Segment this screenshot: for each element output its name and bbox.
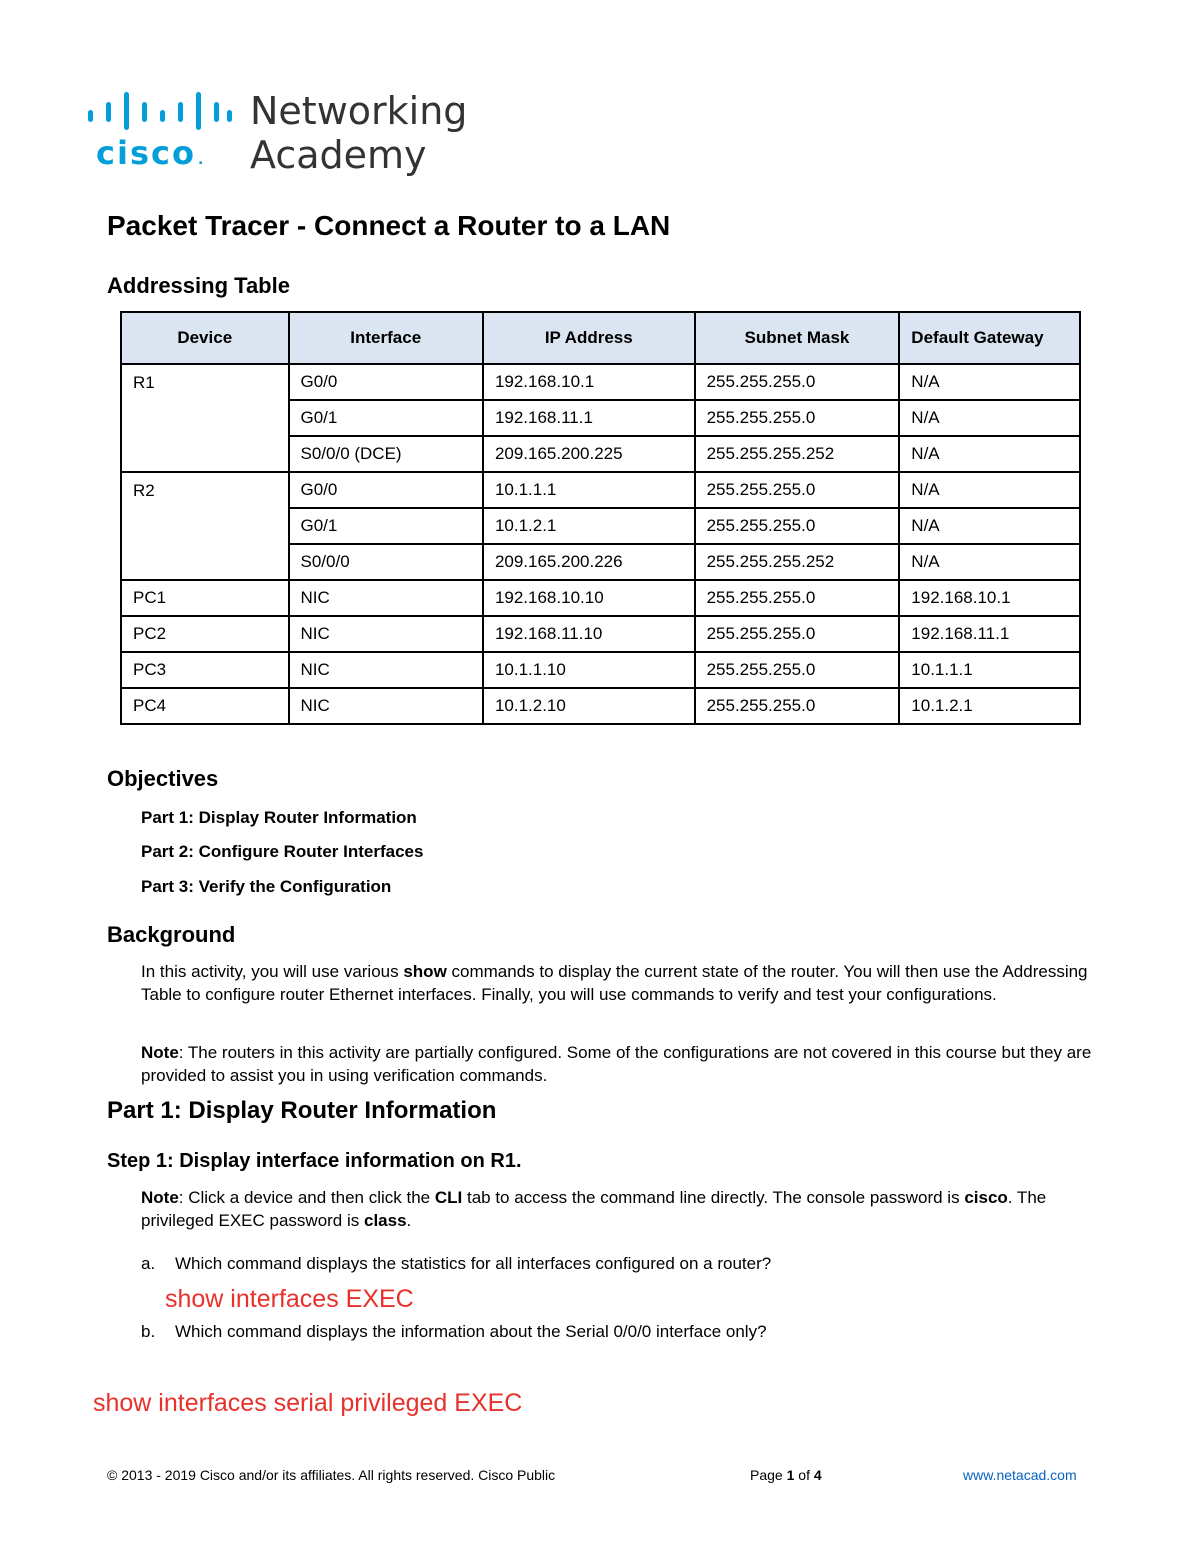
table-row: [121, 616, 1080, 652]
objective-item: Part 3: Verify the Configuration: [141, 877, 392, 896]
interface-cell: NIC: [289, 616, 483, 652]
table-row: [121, 364, 1080, 400]
ip-cell: 192.168.11.1: [483, 400, 695, 436]
cisco-networking-academy-logo: [82, 88, 482, 183]
gateway-cell: N/A: [899, 364, 1080, 400]
ip-cell: 192.168.10.10: [483, 580, 695, 616]
device-cell: PC4: [121, 688, 289, 724]
step1-heading: Step 1: Display interface information on R1.: [107, 1150, 522, 1172]
part1-heading: Part 1: Display Router Information: [107, 1097, 497, 1124]
mask-cell: 255.255.255.0: [695, 688, 900, 724]
interface-cell: S0/0/0: [289, 544, 483, 580]
mask-cell: 255.255.255.0: [695, 364, 900, 400]
mask-cell: 255.255.255.0: [695, 508, 900, 544]
question-a: a. Which command displays the statistics for all interfaces configured on a router?: [141, 1254, 772, 1273]
gateway-cell: 192.168.10.1: [899, 580, 1080, 616]
table-row: [121, 652, 1080, 688]
mask-cell: 255.255.255.0: [695, 616, 900, 652]
gateway-cell: 10.1.1.1: [899, 652, 1080, 688]
show-command: show: [403, 962, 447, 981]
table-row: [121, 580, 1080, 616]
table-row: [121, 472, 1080, 508]
background-paragraph: In this activity, you will use various show commands to display the current state of the router. You will then use the Addressing Table to configure router Ethernet interfaces. Finally, you will use commands to verify and test your configurations.: [141, 962, 1088, 1004]
exec-password: class: [363, 1211, 407, 1230]
logo-networking: Networking: [250, 89, 468, 133]
ip-cell: 10.1.2.1: [483, 508, 695, 544]
col-header-default-gateway: Default Gateway: [899, 312, 1080, 364]
device-cell: PC1: [121, 580, 289, 616]
interface-cell: G0/0: [289, 364, 483, 400]
ip-cell: 209.165.200.225: [483, 436, 695, 472]
objective-item: Part 1: Display Router Information: [141, 808, 417, 827]
device-cell: PC2: [121, 616, 289, 652]
cisco-bars-icon: [82, 88, 232, 132]
cli-tab-name: CLI: [434, 1188, 463, 1207]
col-header-ip-address: IP Address: [483, 312, 695, 364]
mask-cell: 255.255.255.0: [695, 472, 900, 508]
interface-cell: S0/0/0 (DCE): [289, 436, 483, 472]
gateway-cell: N/A: [899, 472, 1080, 508]
addressing-table-heading: Addressing Table: [107, 273, 290, 298]
ip-cell: 192.168.11.10: [483, 616, 695, 652]
interface-cell: NIC: [289, 652, 483, 688]
addressing-table: [120, 311, 1081, 725]
mask-cell: 255.255.255.0: [695, 652, 900, 688]
ip-cell: 192.168.10.1: [483, 364, 695, 400]
interface-cell: NIC: [289, 580, 483, 616]
device-cell: PC3: [121, 652, 289, 688]
ip-cell: 10.1.1.1: [483, 472, 695, 508]
cisco-wordmark: cisco .: [96, 134, 206, 172]
gateway-cell: 192.168.11.1: [899, 616, 1080, 652]
note-label: Note: [141, 1043, 179, 1062]
objective-item: Part 2: Configure Router Interfaces: [141, 842, 424, 861]
col-header-device: Device: [121, 312, 289, 364]
footer-copyright: © 2013 - 2019 Cisco and/or its affiliates. All rights reserved. Cisco Public: [107, 1467, 556, 1483]
mask-cell: 255.255.255.252: [695, 436, 900, 472]
table-row: [121, 688, 1080, 724]
col-header-subnet-mask: Subnet Mask: [695, 312, 900, 364]
background-heading: Background: [107, 922, 236, 947]
mask-cell: 255.255.255.0: [695, 400, 900, 436]
table-header-row: [121, 312, 1080, 364]
background-note: Note: The routers in this activity are partially configured. Some of the configurations are not covered in this course but they are provided to assist you in using verification commands.: [141, 1043, 1092, 1085]
gateway-cell: N/A: [899, 436, 1080, 472]
interface-cell: G0/1: [289, 400, 483, 436]
logo-academy: Academy: [250, 133, 427, 177]
gateway-cell: N/A: [899, 508, 1080, 544]
device-cell: R1: [121, 364, 289, 472]
page-title: Packet Tracer - Connect a Router to a LAN: [107, 210, 671, 241]
ip-cell: 10.1.1.10: [483, 652, 695, 688]
console-password: cisco: [964, 1188, 1008, 1207]
note-label: Note: [141, 1188, 179, 1207]
ip-cell: 209.165.200.226: [483, 544, 695, 580]
gateway-cell: N/A: [899, 400, 1080, 436]
question-b: b. Which command displays the information about the Serial 0/0/0 interface only?: [141, 1322, 767, 1341]
interface-cell: NIC: [289, 688, 483, 724]
footer-page-number: Page 1 of 4: [750, 1467, 822, 1483]
gateway-cell: 10.1.2.1: [899, 688, 1080, 724]
step1-note: Note: Click a device and then click the CLI tab to access the command line directly. The console password is cisco. The privileged EXEC password is class.: [141, 1188, 1047, 1230]
interface-cell: G0/1: [289, 508, 483, 544]
mask-cell: 255.255.255.252: [695, 544, 900, 580]
gateway-cell: N/A: [899, 544, 1080, 580]
mask-cell: 255.255.255.0: [695, 580, 900, 616]
interface-cell: G0/0: [289, 472, 483, 508]
footer-netacad-link[interactable]: www.netacad.com: [963, 1467, 1077, 1483]
device-cell: R2: [121, 472, 289, 580]
col-header-interface: Interface: [289, 312, 483, 364]
answer-b: show interfaces serial privileged EXEC: [93, 1389, 523, 1417]
ip-cell: 10.1.2.10: [483, 688, 695, 724]
objectives-heading: Objectives: [107, 766, 219, 791]
answer-a: show interfaces EXEC: [165, 1285, 414, 1313]
